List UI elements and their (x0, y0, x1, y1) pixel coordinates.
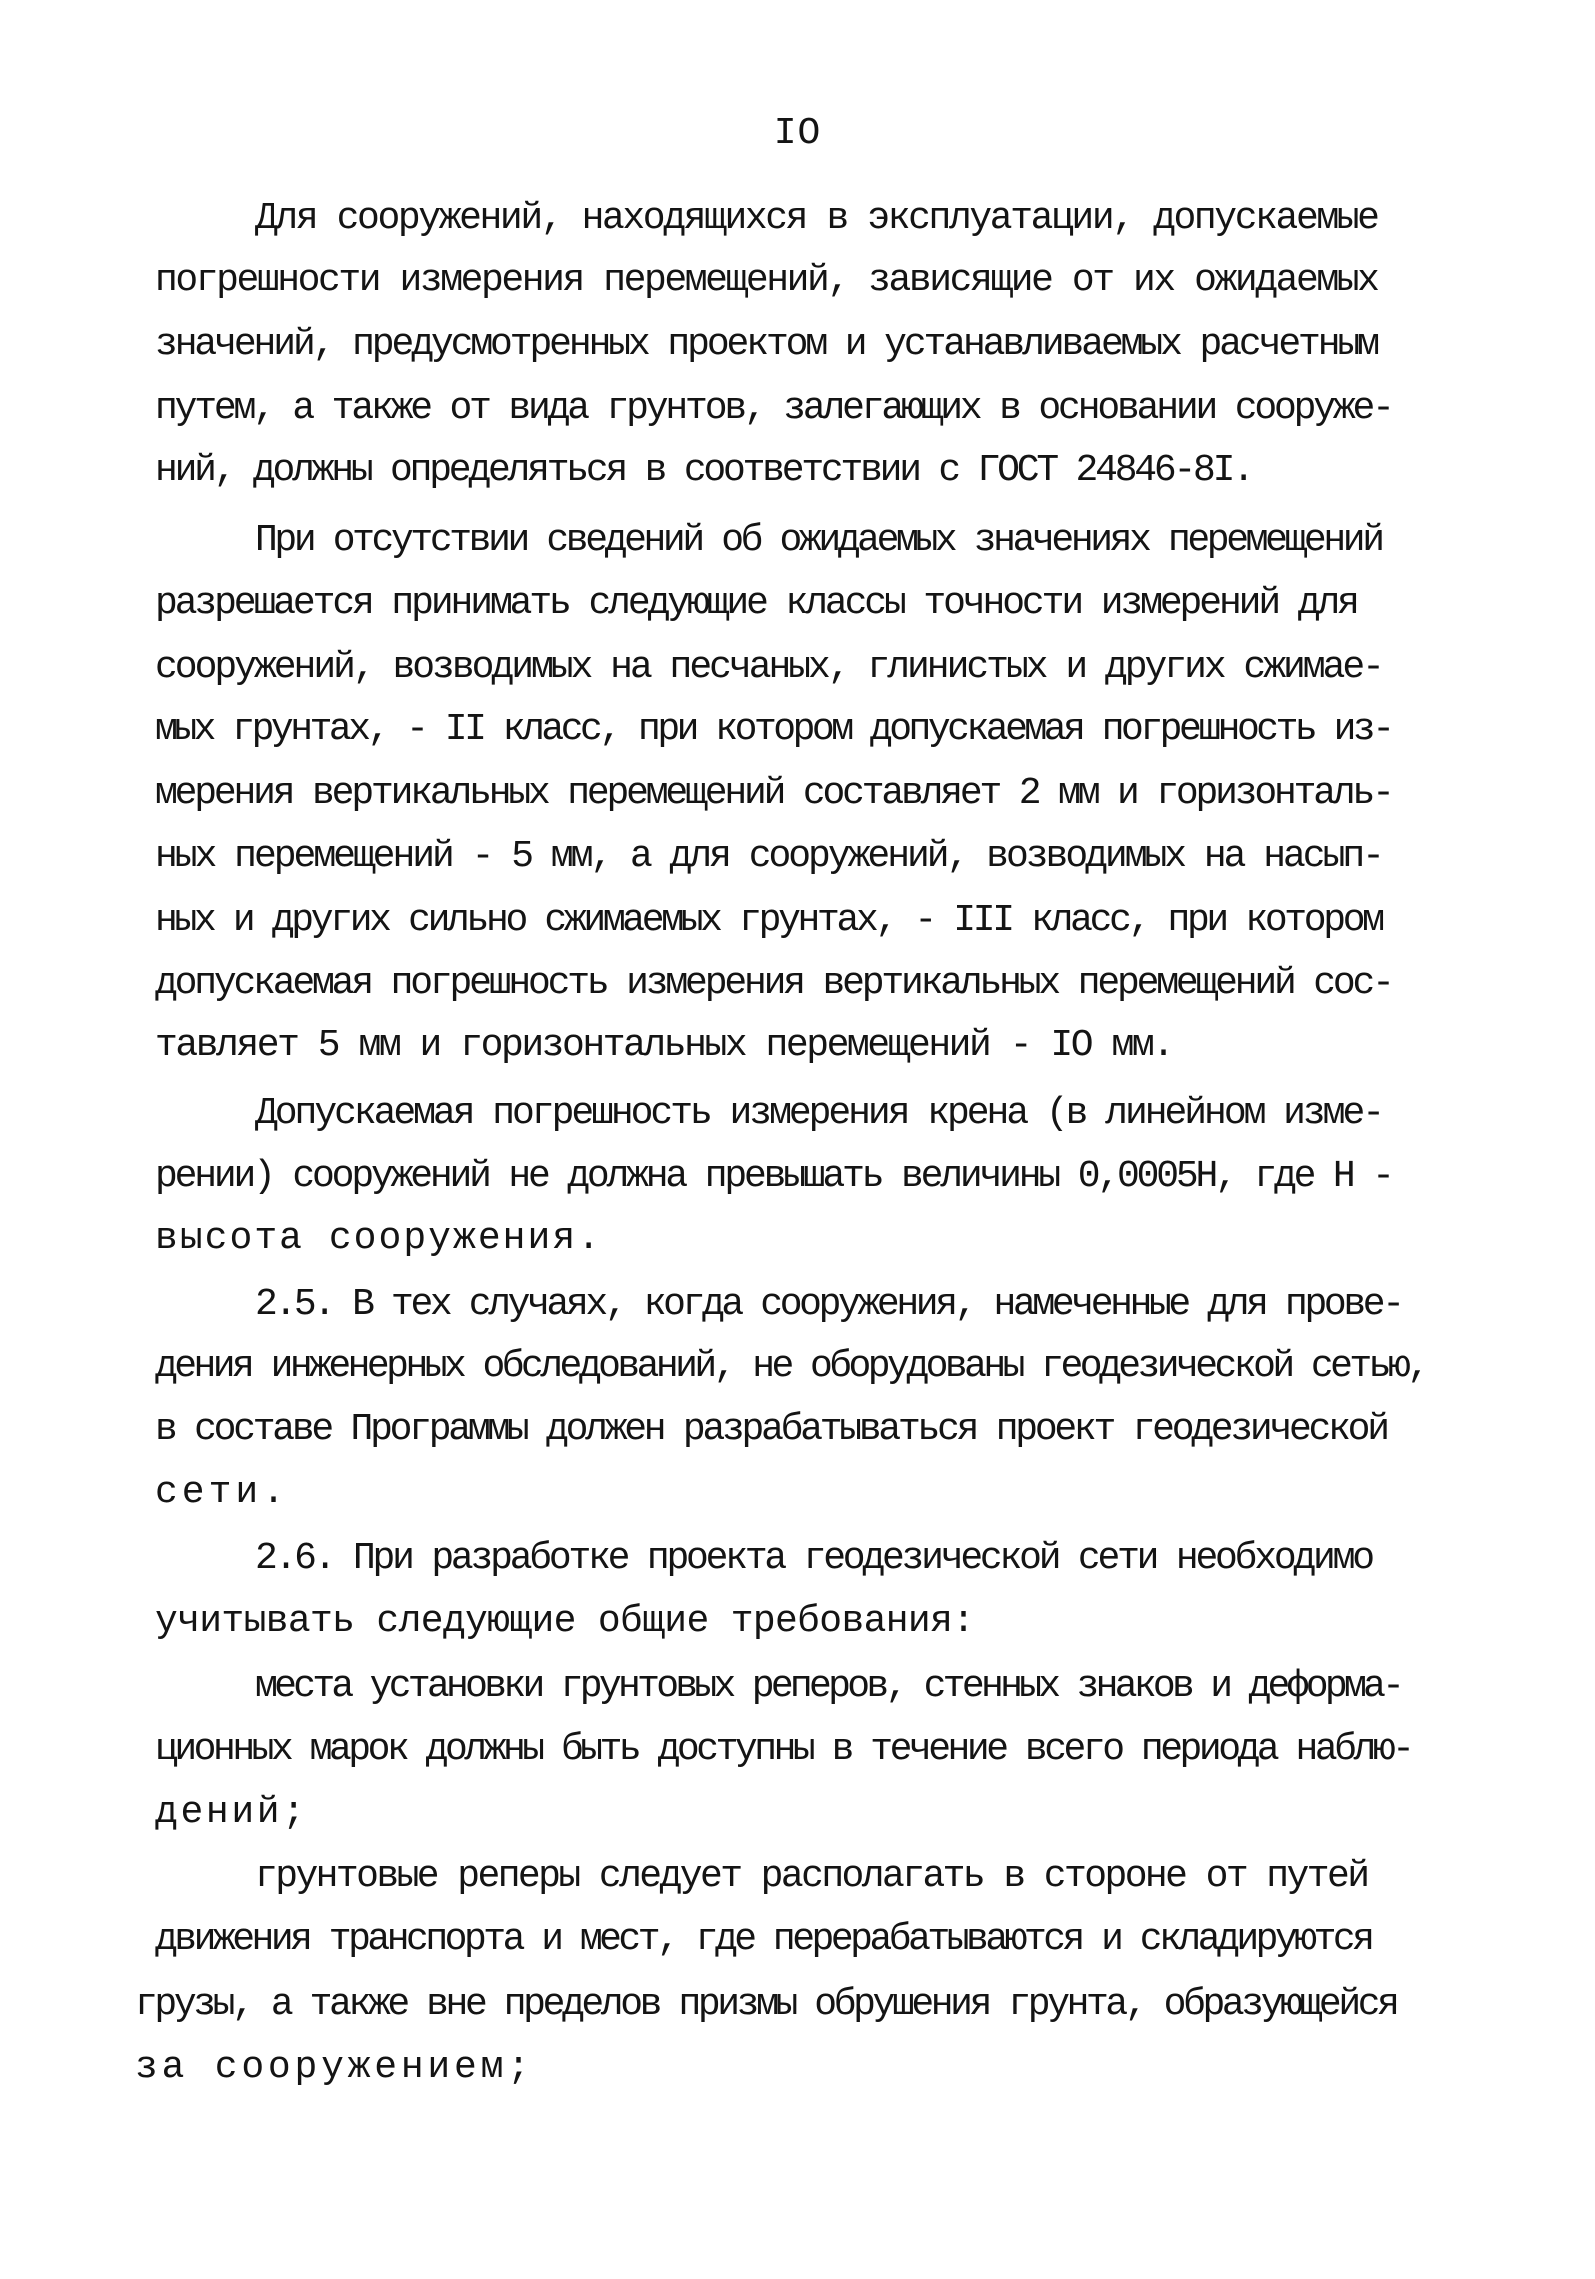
text-line: сооружений, возводимых на песчаных, глинистых и других сжимае- (155, 646, 1382, 689)
text-line: ных и других сильно сжимаемых грунтах, - III класс, при котором (155, 899, 1382, 942)
text-line: значений, предусмотренных проектом и устанавливаемых расчетным (155, 323, 1377, 366)
text-line: сети. (155, 1471, 289, 1514)
text-line: мерения вертикальных перемещений составляет 2 мм и горизонталь- (155, 772, 1392, 815)
text-line: погрешности измерения перемещений, зависящие от их ожидаемых (155, 259, 1378, 302)
text-line: движения транспорта и мест, где перерабатываются и складируются (155, 1918, 1372, 1961)
text-line: учитывать следующие общие требования: (155, 1600, 975, 1643)
text-line: путем, а также от вида грунтов, залегающих в основании сооруже- (155, 387, 1392, 430)
text-line: 2.5. В тех случаях, когда сооружения, намеченные для прове- (255, 1283, 1402, 1326)
text-line: 2.6. При разработке проекта геодезической сети необходимо (255, 1537, 1372, 1580)
text-line: места установки грунтовых реперов, стенных знаков и деформа- (255, 1665, 1402, 1708)
text-line: разрешается принимать следующие классы точности измерений для (155, 582, 1357, 625)
text-line: грузы, а также вне пределов призмы обрушения грунта, образующейся (135, 1983, 1397, 2026)
page-number: IO (773, 112, 822, 155)
text-line: за сооружением; (135, 2046, 534, 2089)
text-line: ционных марок должны быть доступны в течение всего периода наблю- (155, 1728, 1412, 1771)
text-line: рении) сооружений не должна превышать величины 0,0005H, где H - (155, 1155, 1392, 1198)
text-line: Допускаемая погрешность измерения крена (в линейном изме- (255, 1092, 1382, 1135)
text-line: высота сооружения. (155, 1217, 603, 1260)
text-line: дений; (155, 1791, 308, 1834)
text-line: грунтовые реперы следует располагать в стороне от путей (255, 1855, 1368, 1898)
text-line: мых грунтах, - II класс, при котором допускаемая погрешность из- (155, 708, 1392, 751)
text-line: допускаемая погрешность измерения вертикальных перемещений сос- (155, 962, 1392, 1005)
text-line: тавляет 5 мм и горизонтальных перемещений - IO мм. (155, 1024, 1173, 1067)
text-line: Для сооружений, находящихся в эксплуатации, допускаемые (255, 197, 1378, 240)
text-line: При отсутствии сведений об ожидаемых значениях перемещений (255, 519, 1382, 562)
text-line: ных перемещений - 5 мм, а для сооружений, возводимых на насып- (155, 835, 1382, 878)
text-line: ний, должны определяться в соответствии с ГОСТ 24846-8I. (155, 449, 1252, 492)
text-line: дения инженерных обследований, не оборудованы геодезической сетью, (155, 1345, 1427, 1388)
text-line: в составе Программы должен разрабатываться проект геодезической (155, 1408, 1387, 1451)
